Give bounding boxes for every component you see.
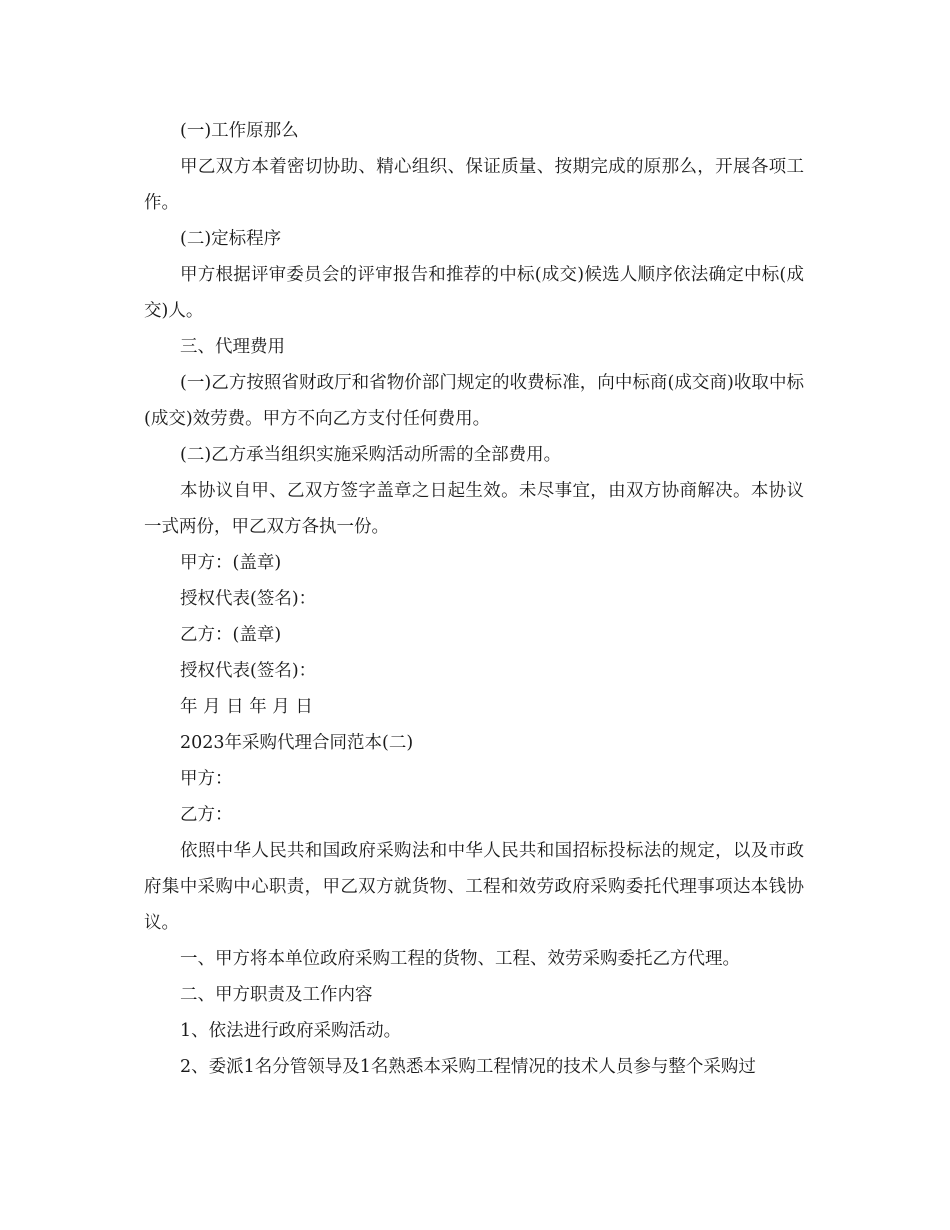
paragraph: 本协议自甲、乙双方签字盖章之日起生效。未尽事宜，由双方协商解决。本协议一式两份，甲乙双方各执一份。 <box>144 481 804 537</box>
section-heading-work-principle: (一)工作原那么 <box>180 121 299 141</box>
party-b-seal-line: 乙方：(盖章) <box>180 625 282 645</box>
section-heading-bid-procedure: (二)定标程序 <box>180 229 282 249</box>
party-a-signature-line: 授权代表(签名)： <box>180 589 317 609</box>
party-b-signature-line: 授权代表(签名)： <box>180 661 317 681</box>
section-heading-agency-fees: 三、代理费用 <box>180 337 285 357</box>
document-body <box>144 113 804 1085</box>
list-item: 1、依法进行政府采购活动。 <box>180 1021 402 1041</box>
list-item: 2、委派1名分管领导及1名熟悉本采购工程情况的技术人员参与整个采购过 <box>180 1057 756 1077</box>
paragraph: (一)乙方按照省财政厅和省物价部门规定的收费标准，向中标商(成交商)收取中标(成交)效劳费。甲方不向乙方支付任何费用。 <box>144 373 804 429</box>
paragraph: 甲方根据评审委员会的评审报告和推荐的中标(成交)候选人顺序依法确定中标(成交)人。 <box>144 265 804 321</box>
document-subtitle: 2023年采购代理合同范本(二) <box>180 733 414 753</box>
paragraph: 依照中华人民共和国政府采购法和中华人民共和国招标投标法的规定，以及市政府集中采购中心职责，甲乙双方就货物、工程和效劳政府采购委托代理事项达本钱协议。 <box>144 841 804 933</box>
paragraph: 甲乙双方本着密切协助、精心组织、保证质量、按期完成的原那么，开展各项工作。 <box>144 157 804 213</box>
paragraph: (二)乙方承当组织实施采购活动所需的全部费用。 <box>180 445 562 465</box>
party-b-line: 乙方： <box>180 805 233 825</box>
section-heading-party-a-duties: 二、甲方职责及工作内容 <box>180 985 373 1005</box>
party-a-line: 甲方： <box>180 769 233 789</box>
party-a-seal-line: 甲方：(盖章) <box>180 553 282 573</box>
paragraph: 一、甲方将本单位政府采购工程的货物、工程、效劳采购委托乙方代理。 <box>180 949 740 969</box>
date-line: 年 月 日 年 月 日 <box>180 697 313 717</box>
